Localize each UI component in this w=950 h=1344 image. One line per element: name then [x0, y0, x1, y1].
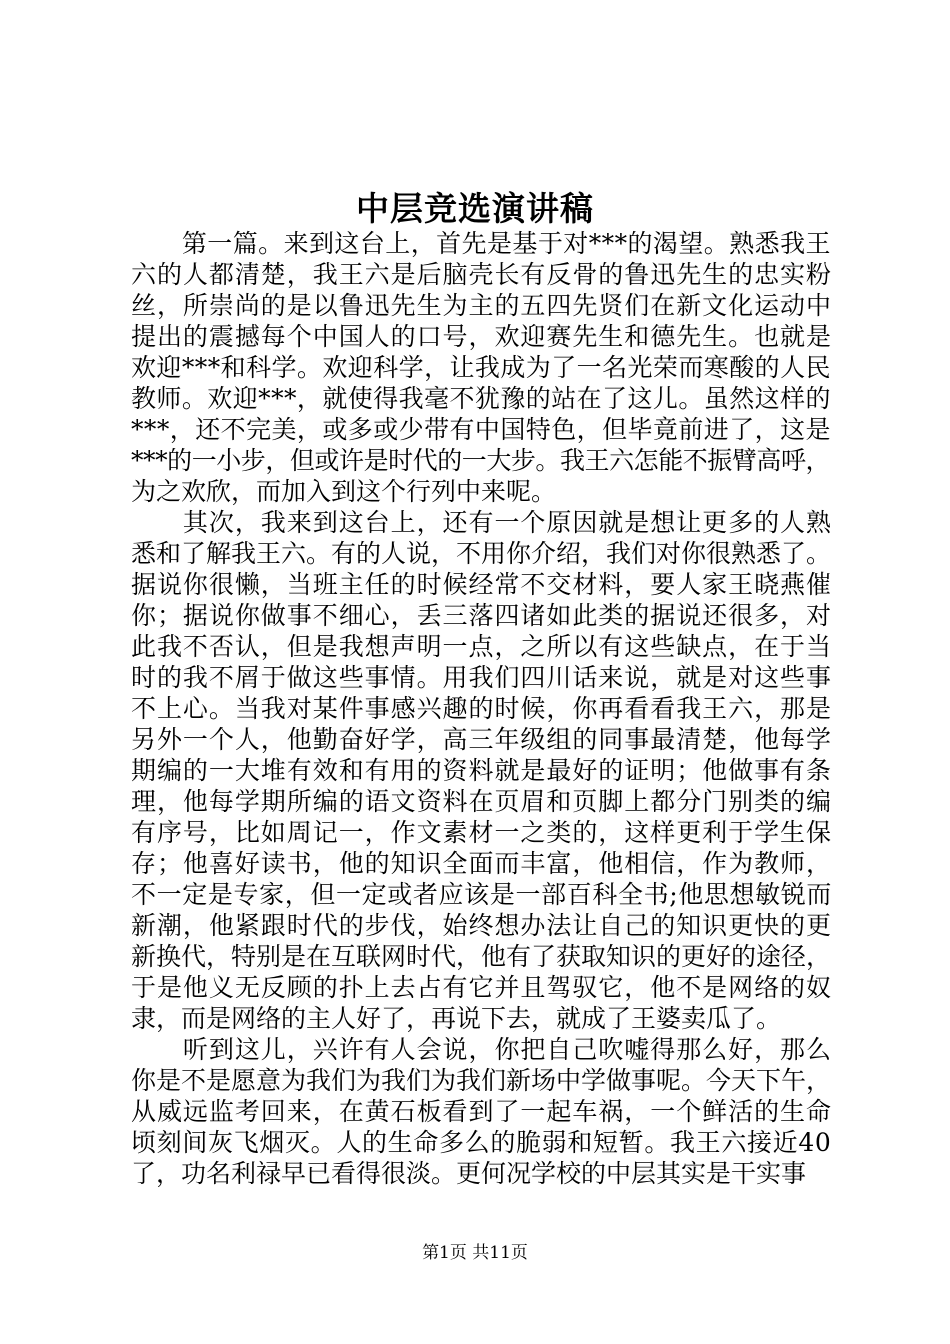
text-line: 据说你很懒，当班主任的时候经常不交材料，要人家王晓燕催	[131, 570, 832, 599]
text-line: 此我不否认，但是我想声明一点，之所以有这些缺点，在于当	[131, 632, 832, 661]
page-footer: 第1页 共11页	[422, 1243, 528, 1263]
document-title: 中层竞选演讲稿	[356, 189, 594, 228]
text-line: 新换代，特别是在互联网时代，他有了获取知识的更好的途径，	[131, 942, 832, 971]
text-line: 你；据说你做事不细心，丢三落四诸如此类的据说还很多，对	[131, 601, 832, 630]
text-line: 不一定是专家，但一定或者应该是一部百科全书;他思想敏锐而	[131, 880, 833, 909]
text-line: 新潮，他紧跟时代的步伐，始终想办法让自己的知识更快的更	[131, 911, 832, 940]
text-line: 理，他每学期所编的语文资料在页眉和页脚上都分门别类的编	[131, 787, 832, 816]
text-line: ***的一小步，但或许是时代的一大步。我王六怎能不振臂高呼，	[131, 446, 831, 475]
text-line: 听到这儿，兴许有人会说，你把自己吹嘘得那么好，那么	[131, 1035, 832, 1064]
paragraph	[131, 1034, 831, 1189]
text-line: 欢迎***和科学。欢迎科学，让我成为了一名光荣而寒酸的人民	[131, 353, 831, 382]
text-line: 教师。欢迎***，就使得我毫不犹豫的站在了这儿。虽然这样的	[131, 384, 831, 413]
text-line: 为之欢欣，而加入到这个行列中来呢。	[131, 477, 557, 506]
document-body	[131, 228, 831, 1189]
text-line: 不上心。当我对某件事感兴趣的时候，你再看看我王六，那是	[131, 694, 832, 723]
paragraph	[131, 228, 831, 507]
text-line: 悉和了解我王六。有的人说，不用你介绍，我们对你很熟悉了。	[131, 539, 832, 568]
text-line: 于是他义无反顾的扑上去占有它并且驾驭它，他不是网络的奴	[131, 973, 832, 1002]
text-line: 从威远监考回来，在黄石板看到了一起车祸，一个鲜活的生命	[131, 1097, 832, 1126]
text-line: 丝，所崇尚的是以鲁迅先生为主的五四先贤们在新文化运动中	[131, 291, 832, 320]
text-line: ***，还不完美，或多或少带有中国特色，但毕竟前进了，这是	[131, 415, 831, 444]
text-line: 了，功名利禄早已看得很淡。更何况学校的中层其实是干实事	[131, 1159, 807, 1188]
text-line: 你是不是愿意为我们为我们为我们新场中学做事呢。今天下午，	[131, 1066, 832, 1095]
text-line: 提出的震撼每个中国人的口号，欢迎赛先生和德先生。也就是	[131, 322, 832, 351]
text-line: 其次，我来到这台上，还有一个原因就是想让更多的人熟	[131, 508, 832, 537]
text-line: 时的我不屑于做这些事情。用我们四川话来说，就是对这些事	[131, 663, 832, 692]
paragraph	[131, 507, 831, 1034]
text-line: 有序号，比如周记一，作文素材一之类的，这样更利于学生保	[131, 818, 832, 847]
text-line: 存；他喜好读书，他的知识全面而丰富，他相信，作为教师，	[131, 849, 832, 878]
text-line: 顷刻间灰飞烟灭。人的生命多么的脆弱和短暂。我王六接近40	[131, 1128, 832, 1157]
text-line: 第一篇。来到这台上，首先是基于对***的渴望。熟悉我王	[131, 229, 831, 258]
text-line: 隶，而是网络的主人好了，再说下去，就成了王婆卖瓜了。	[131, 1004, 782, 1033]
text-line: 六的人都清楚，我王六是后脑壳长有反骨的鲁迅先生的忠实粉	[131, 260, 832, 289]
text-line: 另外一个人，他勤奋好学，高三年级组的同事最清楚，他每学	[131, 725, 832, 754]
text-line: 期编的一大堆有效和有用的资料就是最好的证明；他做事有条	[131, 756, 832, 785]
